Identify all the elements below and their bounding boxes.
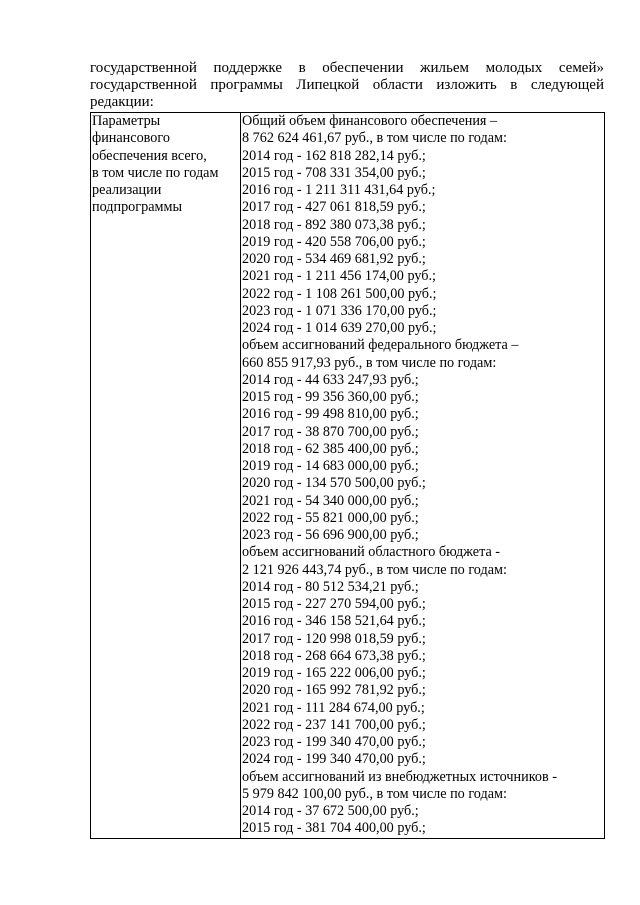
value-line: 2019 год - 165 222 006,00 руб.; — [242, 665, 426, 681]
value-line: 2022 год - 55 821 000,00 руб.; — [242, 509, 419, 526]
value-line: 2024 год - 199 340 470,00 руб.; — [242, 751, 426, 768]
value-line: 2 121 926 443,74 руб., в том числе по годам: — [242, 561, 507, 578]
value-line: объем ассигнований областного бюджета - — [242, 544, 501, 561]
value-line: 2015 год - 708 331 354,00 руб.; — [242, 164, 426, 181]
value-line: 2018 год - 268 664 673,38 руб.; — [242, 647, 426, 664]
value-line: 2016 год - 99 498 810,00 руб.; — [242, 406, 419, 423]
label-line: Параметры — [92, 113, 161, 129]
parameter-value-cell — [241, 113, 605, 839]
value-line: 2023 год - 199 340 470,00 руб.; — [242, 734, 426, 750]
value-line: 2014 год - 80 512 534,21 руб.; — [242, 578, 419, 595]
value-line: Общий объем финансового обеспечения – — [242, 113, 498, 129]
label-line: обеспечения всего, — [92, 147, 207, 164]
label-line: реализации — [92, 182, 162, 198]
value-line: 660 855 917,93 руб., в том числе по годам: — [242, 354, 497, 371]
intro-line-1: государственной поддержке в обеспечении жильем молодых семей» — [90, 60, 604, 76]
value-line: 2015 год - 227 270 594,00 руб.; — [242, 596, 426, 612]
parameter-label-cell — [91, 113, 241, 839]
value-line: 2015 год - 99 356 360,00 руб.; — [242, 389, 419, 405]
value-line: 2021 год - 1 211 456 174,00 руб.; — [242, 268, 436, 285]
value-line: 2018 год - 62 385 400,00 руб.; — [242, 440, 419, 457]
intro-paragraph — [90, 60, 604, 111]
value-line: 2023 год - 1 071 336 170,00 руб.; — [242, 302, 437, 319]
value-line: 2014 год - 162 818 282,14 руб.; — [242, 147, 426, 164]
intro-line-3: редакции: — [90, 94, 154, 110]
financing-parameters-table — [90, 112, 605, 839]
value-line: 2020 год - 134 570 500,00 руб.; — [242, 475, 426, 492]
value-line: объем ассигнований федерального бюджета – — [242, 337, 519, 354]
value-line: 2019 год - 14 683 000,00 руб.; — [242, 458, 419, 474]
value-line: 8 762 624 461,67 руб., в том числе по годам: — [242, 130, 507, 147]
label-line: подпрограммы — [92, 199, 182, 216]
value-line: 2014 год - 44 633 247,93 руб.; — [242, 371, 419, 388]
value-line: 2022 год - 237 141 700,00 руб.; — [242, 716, 426, 733]
label-line: в том числе по годам — [92, 164, 219, 181]
value-line: 2023 год - 56 696 900,00 руб.; — [242, 527, 419, 543]
value-line: 2017 год - 120 998 018,59 руб.; — [242, 630, 426, 647]
label-line: финансового — [92, 130, 170, 147]
value-line: 2016 год - 346 158 521,64 руб.; — [242, 613, 426, 630]
value-line: объем ассигнований из внебюджетных источников - — [242, 768, 557, 785]
value-line: 2022 год - 1 108 261 500,00 руб.; — [242, 285, 437, 302]
value-line: 2020 год - 165 992 781,92 руб.; — [242, 682, 426, 699]
table-row — [91, 113, 605, 839]
value-line: 2021 год - 54 340 000,00 руб.; — [242, 492, 419, 509]
value-line: 2018 год - 892 380 073,38 руб.; — [242, 216, 426, 233]
value-line: 2024 год - 1 014 639 270,00 руб.; — [242, 320, 437, 336]
value-line: 2019 год - 420 558 706,00 руб.; — [242, 233, 426, 250]
value-line: 2014 год - 37 672 500,00 руб.; — [242, 803, 419, 819]
value-line: 2017 год - 38 870 700,00 руб.; — [242, 423, 419, 440]
intro-line-2: государственной программы Липецкой области изложить в следующей — [90, 77, 604, 93]
value-line: 2016 год - 1 211 311 431,64 руб.; — [242, 182, 436, 198]
value-line: 2015 год - 381 704 400,00 руб.; — [242, 820, 426, 837]
value-line: 2020 год - 534 469 681,92 руб.; — [242, 251, 426, 267]
value-line: 2017 год - 427 061 818,59 руб.; — [242, 199, 426, 216]
value-line: 5 979 842 100,00 руб., в том числе по годам: — [242, 785, 507, 802]
value-line: 2021 год - 111 284 674,00 руб.; — [242, 699, 425, 716]
